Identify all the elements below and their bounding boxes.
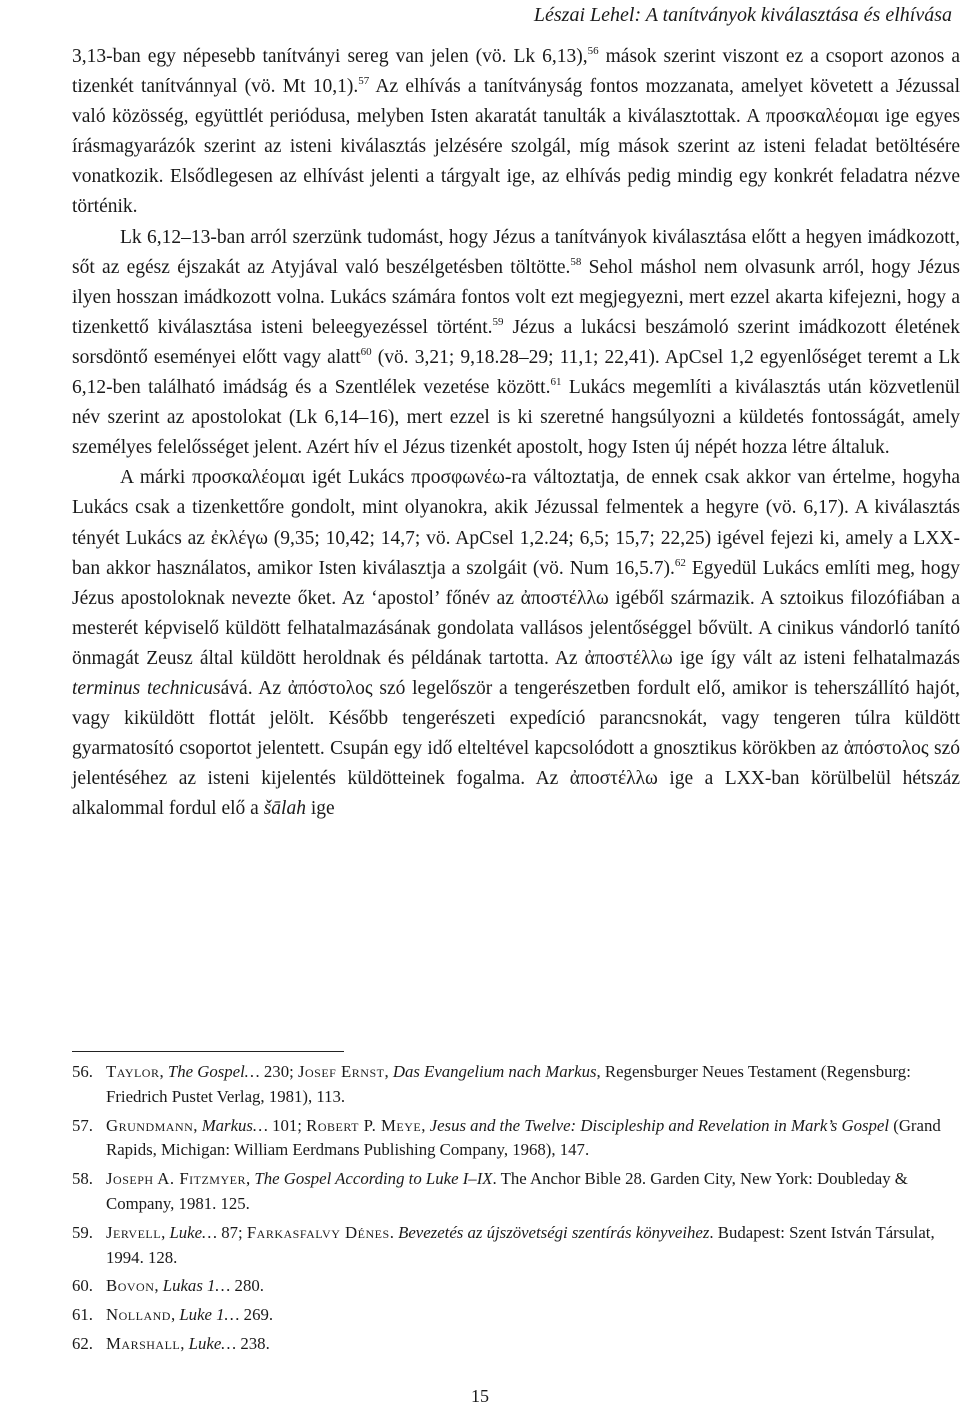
main-text	[72, 42, 960, 824]
text-run: ige	[305, 798, 335, 820]
work-title: The Gospel According to Luke I–IX	[254, 1169, 493, 1189]
author-name: Jervell	[106, 1222, 162, 1242]
work-title: The Gospel…	[167, 1062, 260, 1081]
footnote-ref: 60	[360, 345, 372, 358]
paragraph	[72, 42, 960, 223]
text-run: terminus technicus	[72, 677, 221, 699]
footnote-text	[106, 1114, 960, 1164]
citation-text: 101;	[267, 1115, 307, 1135]
author-name: Joseph A. Fitzmyer	[106, 1169, 246, 1189]
work-title: Luke…	[169, 1222, 217, 1242]
text-run: (vö. 3,21; 9,18.28–29; 11,1; 22,41). ApCsel 1,2 egyenlőséget teremt a Lk 6,12-ben található imádság és a Szentlélek vezetése között.	[72, 346, 960, 399]
text-run: mások szerint viszont ez a csoport azonos a tizenkét tanítvánnyal (vö. Mt 10,1).	[72, 46, 960, 98]
text-run: Az elhívás a tanítványság fontos mozzanata, amelyet követett a Jézussal való közösség, együttlét periódusa, melyben Isten akaratát tanulták a kiválasztottak. A προσκαλέομαι ige egyes írásmagyarázók szerint az isteni kiválasztás jelzésére szolgál, míg mások szerint az isteni feladat betöltésére vonatkozik. Elsődlegesen az elhívást jelenti a tárgyalt ige, az elhívás pedig mindig egy konkrét feladatra nézve történik.	[72, 76, 960, 218]
footnote-item	[72, 1332, 960, 1357]
footnote-number: 62.	[72, 1333, 93, 1353]
citation-text: .	[389, 1222, 399, 1242]
text-run: Lk 6,12–13-ban arról szerzünk tudomást, hogy Jézus a tanítványok kiválasztása előtt a hegyen imádkozott, sőt az egész éjszakát az Atyjával való beszélgetésben töltötte.	[72, 226, 960, 278]
citation-text: ,	[159, 1062, 168, 1081]
citation-text: ,	[180, 1333, 189, 1353]
text-run: Sehol máshol nem olvasunk arról, hogy Jézus ilyen hosszan imádkozott volna. Lukács számára fontos volt ezt megjegyezni, mert ezzel akarta kifejezni, hogy a tizenkettő kiválasztása isteni beleegyezéssel történt.	[72, 256, 960, 338]
citation-text: 238.	[236, 1333, 270, 1353]
citation-text: 230;	[259, 1062, 298, 1081]
text-run: Egyedül Lukács említi meg, hogy Jézus apostoloknak nevezte őket. Az ‘apostol’ főnév az ἀποστέλλω igéből származik. A sztoikus filozófiában a mesterét képviselő küldött felhatalmazásának gondolata vallásos jelentőséggel bővült. A cinikus vándorló tanító önmagát Zeusz által küldött heroldnak és példának tartotta. Az ἀποστέλλω ige így vált az isteni felhatalmazás	[72, 557, 960, 669]
running-head: Lészai Lehel: A tanítványok kiválasztása és elhívása	[533, 4, 952, 26]
footnote-ref: 61	[550, 376, 562, 389]
footnote-item	[72, 1221, 960, 1271]
footnote-ref: 58	[570, 255, 582, 268]
citation-text: ,	[170, 1305, 180, 1325]
citation-text: ,	[161, 1222, 170, 1242]
author-name: Robert P. Meye	[306, 1115, 422, 1135]
work-title: Markus…	[201, 1115, 268, 1135]
citation-text: 269.	[239, 1305, 274, 1325]
footnote-ref: 56	[587, 45, 599, 57]
footnotes	[72, 1060, 960, 1361]
work-title: Bevezetés az újszövetségi szentírás könyveihez	[398, 1222, 710, 1242]
text-run: šālah	[263, 798, 306, 820]
text-run: Jézus a lukácsi beszámoló szerint imádkozott életének sorsdöntő eseményei előtt vagy alatt	[72, 316, 960, 368]
citation-text: . Budapest: Szent István Társulat, 1994. 128.	[106, 1222, 935, 1267]
work-title: Lukas 1…	[162, 1276, 231, 1296]
citation-text: (Grand Rapids, Michigan: William Eerdmans Publishing Company, 1968), 147.	[106, 1115, 941, 1160]
citation-text: ,	[154, 1276, 163, 1296]
paragraph	[72, 463, 960, 824]
work-title: Luke 1…	[179, 1305, 240, 1325]
footnote-text	[106, 1303, 960, 1328]
footnote-text	[106, 1167, 960, 1217]
citation-text: ,	[421, 1115, 430, 1135]
work-title: Das Evangelium nach Markus	[392, 1062, 597, 1081]
footnote-ref: 59	[492, 315, 504, 328]
author-name: Josef Ernst	[297, 1062, 385, 1081]
author-name: Farkasfalvy Dénes	[246, 1222, 390, 1242]
footnote-number: 58.	[72, 1169, 93, 1189]
citation-text: ,	[193, 1115, 202, 1135]
footnote-number: 57.	[72, 1115, 93, 1135]
footnote-number: 59.	[72, 1222, 93, 1242]
footnote-text	[106, 1332, 960, 1357]
text-run: A márki προσκαλέομαι igét Lukács προσφωνέω-ra változtatja, de ennek csak akkor van értelme, hogyha Lukács csak a tizenkettőre gondolt, mint olyanokra, akik Jézussal felmentek a hegyre (vö. 6,17). A kiválasztás tényét Lukács az ἐκλέγω (9,35; 10,42; 14,7; vö. ApCsel 1,2.24; 6,5; 15,7; 22,25) igével fejezi ki, amely a LXX-ban akkor használatos, amikor Isten kiválasztja a szolgáit (vö. Num 16,5.7).	[72, 467, 960, 579]
citation-text: , Regensburger Neues Testament (Regensburg: Friedrich Pustet Verlag, 1981), 113.	[106, 1062, 911, 1106]
citation-text: 87;	[217, 1222, 247, 1242]
author-name: Taylor	[106, 1062, 160, 1081]
footnote-text	[106, 1060, 960, 1110]
text-run: Lukács megemlíti a kiválasztás után közvetlenül név szerint az apostolokat (Lk 6,14–16), mert ezzel is ki szeretné hangsúlyozni a küldetés fontosságát, amely személyes felelősséget jelent. Azért hív el Jézus tizenkét apostolt, hogy Isten új népét hozza létre általuk.	[72, 377, 960, 459]
footnote-divider	[72, 1051, 344, 1052]
footnote-number: 61.	[72, 1305, 93, 1325]
citation-text: ,	[384, 1062, 393, 1081]
footnote-number: 56.	[72, 1062, 93, 1081]
text-run: ává. Az ἀπόστολος szó legelőször a tengerészetben fordult elő, amikor is teherszállító hajót, vagy kiküldött flottát jelölt. Később tengerészeti expedíció parancsnokát, vagy tengeren túlra küldött gyarmatosító csoportot jelentett. Csupán egy idő elteltével kapcsolódott a gnosztikus körökben az ἀπόστολος szó jelentéséhez az isteni kijelentés küldötteinek fogalma. Az ἀποστέλλω ige a LXX-ban körülbelül hétszáz alkalommal fordul elő a	[72, 677, 960, 820]
footnote-item	[72, 1114, 960, 1164]
author-name: Marshall	[106, 1333, 181, 1353]
work-title: Luke…	[188, 1333, 237, 1353]
footnote-text	[106, 1221, 960, 1271]
footnote-ref: 57	[358, 75, 370, 88]
author-name: Grundmann	[106, 1115, 194, 1135]
footnote-item	[72, 1303, 960, 1328]
footnote-ref: 62	[674, 556, 686, 569]
footnote-item	[72, 1060, 960, 1110]
author-name: Nolland	[106, 1305, 171, 1325]
footnote-number: 60.	[72, 1276, 93, 1296]
citation-text: . The Anchor Bible 28. Garden City, New York: Doubleday & Company, 1981. 125.	[106, 1169, 908, 1213]
page-number: 15	[471, 1386, 489, 1406]
paragraph	[72, 223, 960, 464]
footnote-item	[72, 1167, 960, 1217]
footnote-text	[106, 1274, 960, 1299]
text-run: 3,13-ban egy népesebb tanítványi sereg van jelen (vö. Lk 6,13),	[72, 46, 588, 67]
citation-text: 280.	[230, 1276, 264, 1296]
author-name: Bovon	[106, 1276, 155, 1296]
citation-text: ,	[245, 1169, 255, 1189]
work-title: Jesus and the Twelve: Discipleship and Revelation in Mark’s Gospel	[429, 1115, 890, 1135]
footnote-item	[72, 1274, 960, 1299]
